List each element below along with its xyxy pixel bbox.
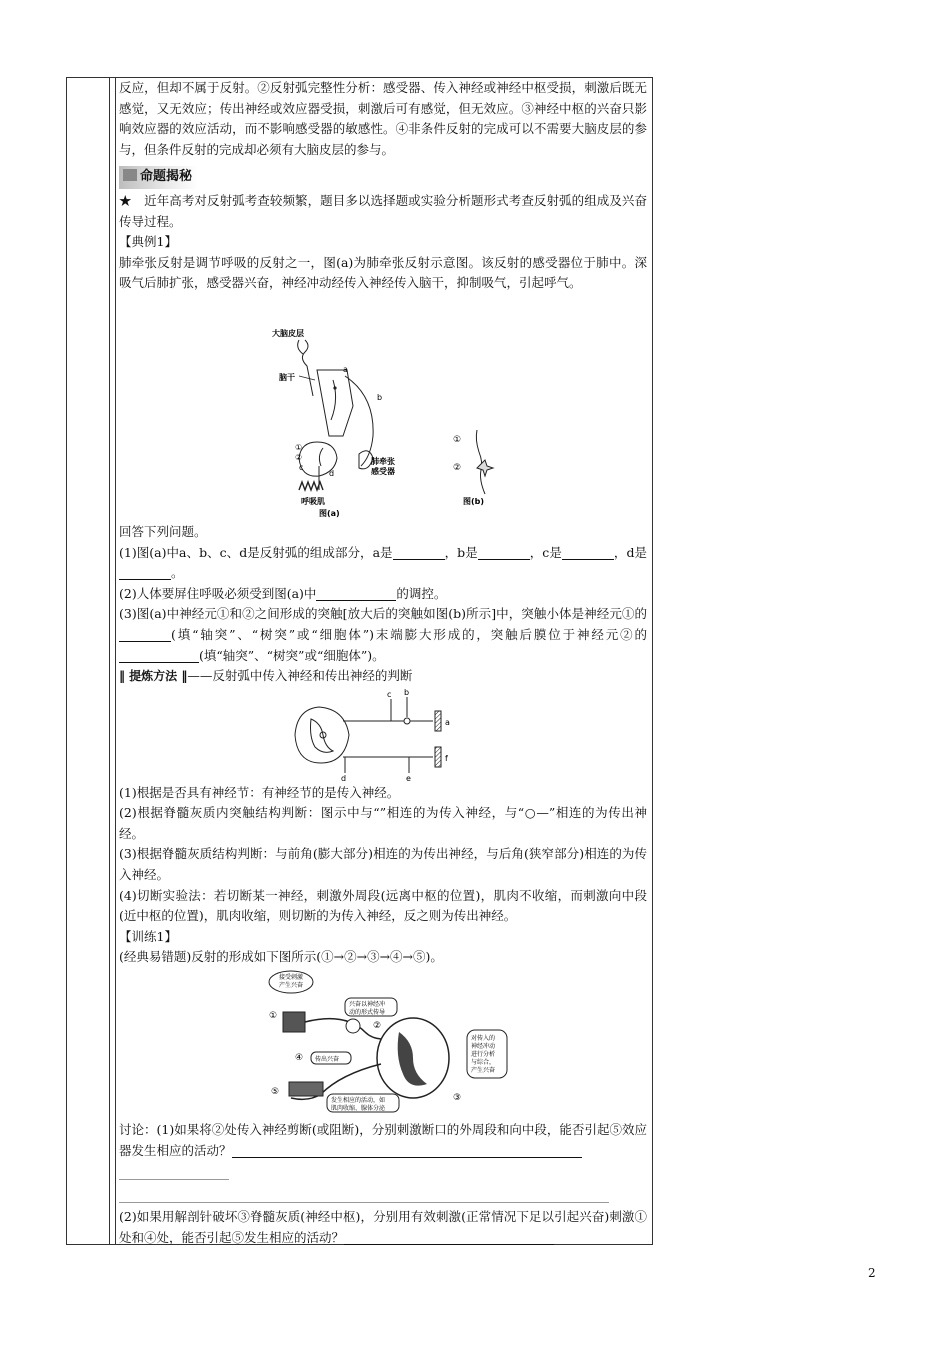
method-3: (3)根据脊髓灰质结构判断：与前角(膨大部分)相连的为传出神经，与后角(狭窄部分)相连的为传入神经。 — [119, 846, 647, 883]
figure-spinal — [119, 687, 647, 783]
fig-b-1-label: ① — [453, 434, 462, 445]
fig-d-n4: ④ — [295, 1053, 304, 1064]
star-paragraph: ★ 近年高考对反射弧考查较频繁，题目多以选择题或实验分析题形式考查反射弧的组成及兴奋传导过程。 — [119, 192, 647, 229]
fig-b-synapse — [477, 460, 493, 476]
fig-a-cortex-label: 大脑皮层 — [272, 328, 304, 338]
ganglion-icon — [404, 718, 410, 724]
d1-answer-line-1[interactable] — [119, 1161, 229, 1180]
q1-blank-c[interactable] — [562, 545, 614, 560]
fig-c-b-label: b — [404, 687, 410, 697]
fig-a-receptor-label-2: 感受器 — [371, 466, 395, 476]
fig-c-f-label: f — [445, 753, 448, 763]
intro-paragraph: 反应，但却不属于反射。②反射弧完整性分析：感受器、传入神经或神经中枢受损，刺激后既无感觉，又无效应；传出神经或效应器受损，刺激后可有感觉，但无效应。③神经中枢的兴奋只影响效应器的效应活动，而不影响感受器的敏感性。④非条件反射的完成可以不需要大脑皮层的参与，但条件反射的完成却必须有大脑皮层的参与。 — [119, 80, 647, 157]
box3-line3: 进行分析 — [471, 1051, 496, 1059]
section-title — [119, 166, 198, 189]
box1-line2: 产生兴奋 — [279, 982, 304, 990]
question-1 — [119, 543, 647, 584]
q2-text-a: (2)人体要屏住呼吸必须受到图(a)中 — [119, 585, 317, 601]
method-1: (1)根据是否具有神经节：有神经节的是传入神经。 — [119, 784, 400, 800]
d1-blank[interactable] — [232, 1143, 582, 1158]
afferent-nerve — [345, 376, 373, 466]
q1-blank-d[interactable] — [119, 565, 171, 580]
q1-blank-a[interactable] — [393, 545, 445, 560]
fig-a-1-label: ① — [295, 442, 303, 452]
gray-matter — [319, 448, 323, 466]
method-heading — [119, 666, 647, 687]
d1-text: 讨论：(1)如果将②处传入神经剪断(或阻断)，分别刺激断口的外周段和向中段，能否引起⑤效应器发生相应的活动？ — [119, 1122, 647, 1158]
receptor-box-a — [435, 711, 441, 731]
figure-b — [453, 430, 493, 506]
figure-ab — [119, 294, 647, 522]
fig-d-n3: ③ — [453, 1093, 462, 1104]
content-cell — [119, 78, 647, 1248]
box4-text: 传出兴奋 — [315, 1056, 340, 1064]
fig-a-b-label: b — [377, 392, 383, 402]
receptor-skin — [283, 1012, 305, 1032]
effector-box-f — [435, 747, 441, 767]
question-2 — [119, 584, 647, 605]
box2-line2: 动的形式传导 — [349, 1009, 386, 1017]
box3-line2: 神经冲动 — [471, 1043, 496, 1051]
fig-d-n5: ⑤ — [271, 1087, 280, 1098]
example-label: 【典例1】 — [119, 234, 177, 250]
box2-line1: 兴奋以神经冲 — [349, 1001, 386, 1009]
answer-prompt: 回答下列问题。 — [119, 523, 207, 539]
q3-text-a: (3)图(a)中神经元①和②之间形成的突触[放大后的突触如图(b)所示]中，突触小体是神经元①的 — [119, 606, 647, 622]
method-text: ——反射弧中传入神经和传出神经的判断 — [187, 668, 413, 684]
d2-blank[interactable] — [344, 1230, 554, 1245]
fig-a-brainstem-label: 脑干 — [279, 372, 295, 382]
table-column-narrow — [109, 78, 116, 1244]
spinal-outline — [295, 707, 349, 763]
q2-blank[interactable] — [316, 586, 396, 601]
fig-a-2-label: ② — [295, 452, 303, 462]
box1-line1: 接受刺激 — [279, 974, 304, 982]
box5-line1: 发生相应的活动，如 — [331, 1097, 386, 1105]
q3-text-c: (填“轴突”、“树突”或“细胞体”)。 — [199, 647, 385, 663]
reflex-diagram-svg — [119, 294, 647, 522]
method-label: ‖ 提炼方法 ‖ — [119, 669, 188, 684]
fig-a-a-label: a — [343, 364, 348, 374]
ganglion — [346, 1019, 360, 1033]
q1-text-b: ，b是 — [444, 544, 478, 560]
fig-b-2-label: ② — [453, 462, 462, 473]
q3-blank-b[interactable] — [119, 648, 199, 663]
box3-line5: 产生兴奋 — [471, 1067, 496, 1075]
fig-c-c-label: c — [387, 689, 392, 699]
figure-reflex-formation — [119, 968, 647, 1120]
q2-text-end: 的调控。 — [396, 585, 447, 601]
discussion-2 — [119, 1207, 647, 1248]
cortex-fiber-2 — [298, 340, 303, 354]
q1-blank-b[interactable] — [478, 545, 530, 560]
training-label: 【训练1】 — [119, 928, 177, 944]
content-table — [66, 77, 653, 1245]
d1-answer-line-2[interactable] — [119, 1184, 609, 1203]
method-2: (2)根据脊髓灰质内突触结构判断：图示中与“”相连的为传入神经，与“○—”相连的为传出神经。 — [119, 805, 647, 841]
fig-b-caption: 图(b) — [463, 496, 485, 506]
example-paragraph: 肺牵张反射是调节呼吸的反射之一，图(a)为肺牵张反射示意图。该反射的感受器位于肺中。深吸气后肺扩张，感受器兴奋，神经冲动经传入神经传入脑干，抑制吸气，引起呼气。 — [119, 254, 647, 291]
q3-blank-a[interactable] — [119, 627, 171, 642]
reflex-formation-svg — [119, 968, 647, 1120]
box3-line4: 与综合， — [471, 1059, 496, 1067]
gray-matter-shape — [311, 719, 334, 752]
table-column-left — [67, 78, 110, 1244]
fig-c-e-label: e — [406, 773, 411, 783]
box3-line1: 对传入的 — [471, 1035, 496, 1043]
fig-c-d-label: d — [341, 773, 347, 783]
training-text: (经典易错题)反射的形成如下图所示(①→②→③→④→⑤)。 — [119, 949, 443, 965]
fig-a-receptor-label-1: 肺牵张 — [371, 456, 395, 466]
fig-a-d-label: d — [329, 468, 335, 478]
q3-text-b: (填“轴突”、“树突”或“细胞体”)末端膨大形成的，突触后膜位于神经元②的 — [171, 626, 647, 642]
q1-text-end: 。 — [171, 565, 184, 581]
question-3 — [119, 604, 647, 666]
spinal-diagram-svg — [119, 687, 647, 783]
fig-d-n1: ① — [269, 1011, 278, 1022]
fig-c-a-label: a — [445, 717, 450, 727]
d1-answer-lines — [119, 1161, 647, 1203]
d2-text: (2)如果用解剖针破坏③脊髓灰质(神经中枢)，分别用有效刺激(正常情况下足以引起兴奋)刺激①处和④处，能否引起⑤发生相应的活动？ — [119, 1209, 647, 1245]
effector-muscle — [289, 1082, 323, 1096]
fig-a-caption: 图(a) — [319, 508, 340, 518]
method-4: (4)切断实验法：若切断某一神经，刺激外周段(远离中枢的位置)，肌肉不收缩，而刺激向中段(近中枢的位置)，肌肉收缩，则切断的为传入神经，反之则为传出神经。 — [119, 887, 647, 924]
box5-line2: 肌肉收缩、腺体分泌 — [331, 1105, 386, 1113]
section-title-text: 命题揭秘 — [140, 169, 193, 185]
discussion-1 — [119, 1120, 647, 1161]
brainstem-neuron — [331, 380, 336, 420]
fig-a-c-label: c — [299, 462, 304, 472]
brainstem-synapse — [333, 386, 336, 389]
section-marker-icon — [123, 169, 137, 181]
fig-a-muscle-label: 呼吸肌 — [301, 496, 325, 506]
page-number: 2 — [868, 1266, 876, 1280]
q1-text-d: ，d是 — [613, 544, 647, 560]
q1-text-a: (1)图(a)中a、b、c、d是反射弧的组成部分，a是 — [119, 544, 393, 560]
q1-text-c: ，c是 — [529, 544, 562, 560]
cortex-fiber — [302, 340, 313, 396]
figure-a — [272, 328, 395, 518]
fig-d-n2: ② — [373, 1021, 382, 1032]
brainstem-pointer — [299, 376, 315, 380]
